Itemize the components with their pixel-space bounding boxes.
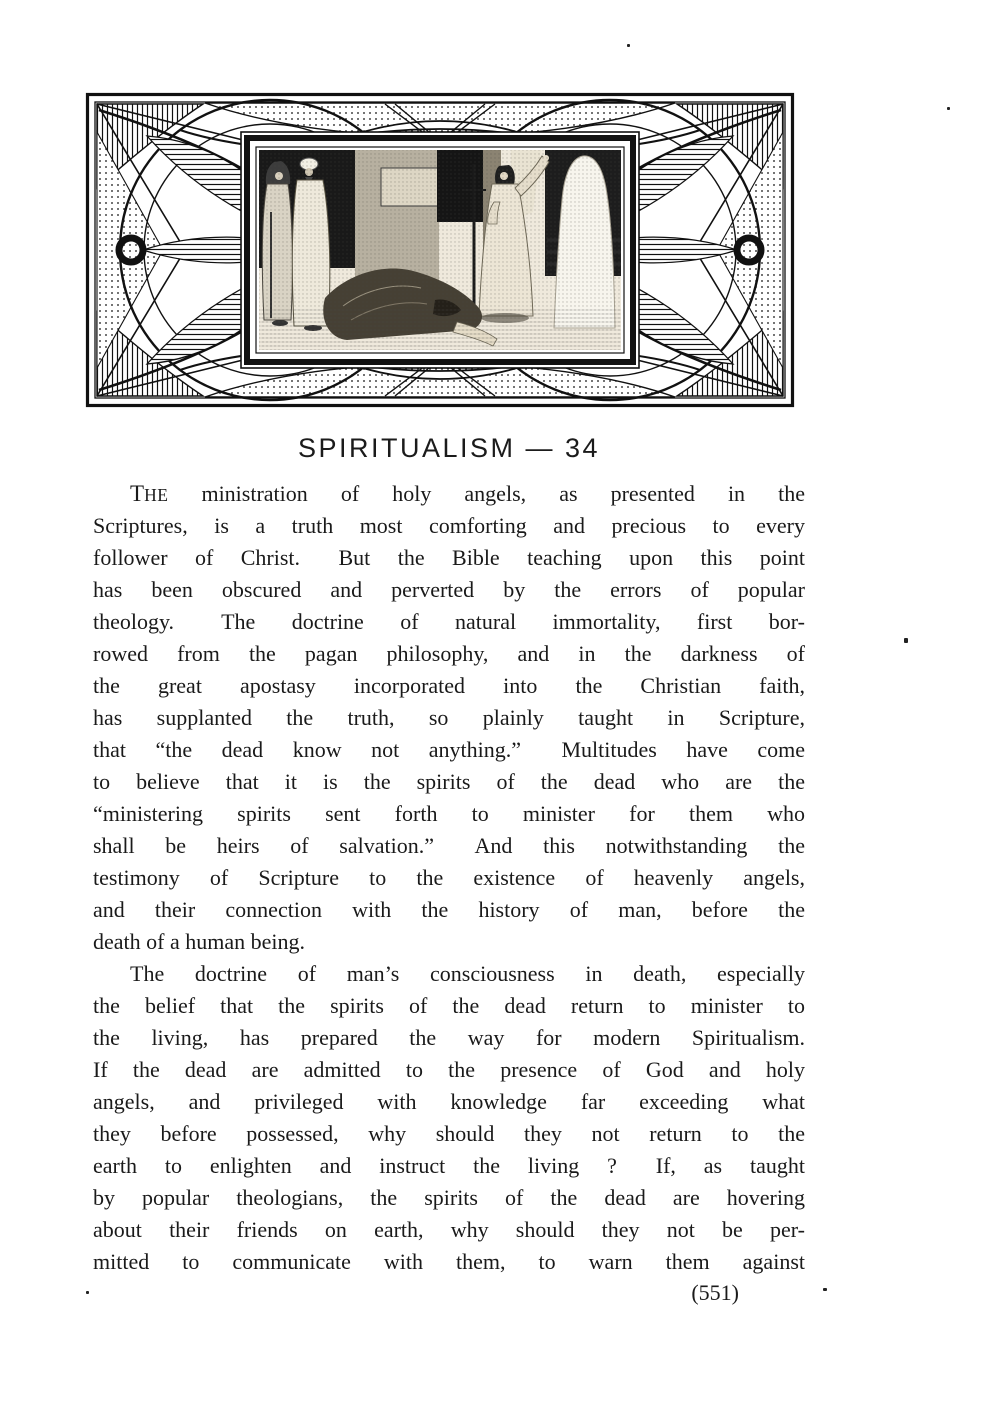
- text-column: [93, 433, 805, 1278]
- text-line: and their connection with the history of man, before the: [93, 897, 805, 922]
- lead-smallcaps: HE: [144, 485, 169, 505]
- text-line: angels, and privileged with knowledge far exceeding what: [93, 1089, 805, 1114]
- text-line: about their friends on earth, why should they not be per-: [93, 1217, 805, 1242]
- text-line: earth to enlighten and instruct the living ? If, as taught: [93, 1153, 805, 1178]
- chapter-title: SPIRITUALISM — 34: [297, 433, 601, 463]
- text-line: mitted to communicate with them, to warn them against: [93, 1249, 805, 1274]
- text-line: If the dead are admitted to the presence of God and holy: [93, 1057, 805, 1082]
- scan-speck: [823, 1288, 827, 1291]
- scan-speck: [86, 1291, 89, 1294]
- scan-speck: [904, 638, 908, 643]
- header-illustration: [259, 150, 621, 350]
- text-line: testimony of Scripture to the existence of heavenly angels,: [93, 865, 805, 890]
- text-line: they before possessed, why should they not return to the: [93, 1121, 805, 1146]
- text-line: the great apostasy incorporated into the Christian faith,: [93, 673, 805, 698]
- text-line: has been obscured and perverted by the errors of popular: [93, 577, 805, 602]
- text-line: follower of Christ. But the Bible teaching upon this point: [93, 545, 805, 570]
- page-number: (551): [691, 1280, 739, 1305]
- text-line: by popular theologians, the spirits of the dead are hovering: [93, 1185, 805, 1210]
- chapter-header-ornament: [85, 92, 795, 408]
- paragraph: [93, 478, 805, 958]
- text-line: that “the dead know not anything.” Multitudes have come: [93, 737, 805, 762]
- scan-speck: [947, 107, 950, 110]
- text-line: the living, has prepared the way for modern Spiritualism.: [93, 1025, 805, 1050]
- text-line: Scriptures, is a truth most comforting and precious to every: [93, 513, 805, 538]
- text-line: “ministering spirits sent forth to minister for them who: [93, 801, 805, 826]
- text-line: shall be heirs of salvation.” And this notwithstanding the: [93, 833, 805, 858]
- text-line: has supplanted the truth, so plainly taught in Scripture,: [93, 705, 805, 730]
- text-line: rowed from the pagan philosophy, and in the darkness of: [93, 641, 805, 666]
- text-line: to believe that it is the spirits of the dead who are the: [93, 769, 805, 794]
- text-line: The doctrine of man’s consciousness in death, especially: [130, 961, 805, 986]
- lead-initial: T: [130, 481, 145, 506]
- text-line: THE ministration of holy angels, as presented in the: [130, 481, 805, 506]
- text-line: theology. The doctrine of natural immortality, first bor-: [93, 609, 805, 634]
- text-line: the belief that the spirits of the dead return to minister to: [93, 993, 805, 1018]
- text-line: death of a human being.: [93, 929, 305, 954]
- scan-speck: [627, 44, 630, 47]
- paragraph: [93, 958, 805, 1278]
- body-text: [93, 478, 805, 1278]
